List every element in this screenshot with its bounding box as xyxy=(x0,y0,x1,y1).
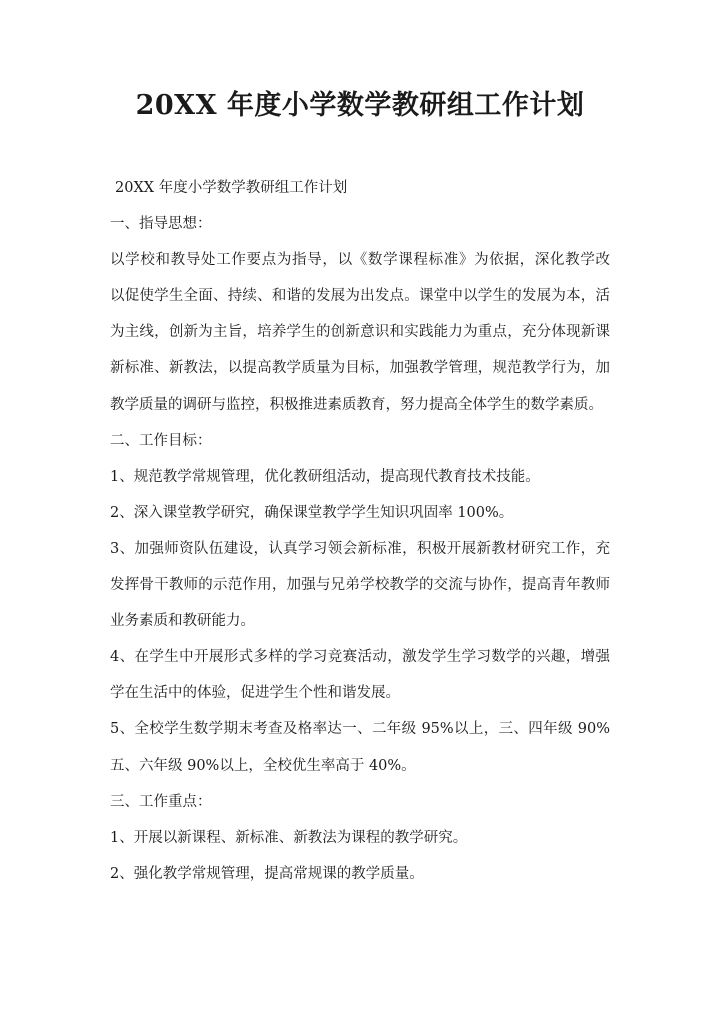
list-item: 3、加强师资队伍建设，认真学习领会新标准，积极开展新教材研究工作，充 xyxy=(110,540,610,557)
paragraph-line: 为主线，创新为主旨，培养学生的创新意识和实践能力为重点，充分体现新课 xyxy=(110,324,610,341)
section-heading: 三、工作重点： xyxy=(110,793,212,810)
subtitle-line: 20XX 年度小学数学教研组工作计划 xyxy=(115,180,348,196)
list-item: 5、全校学生数学期末考查及格率达一、二年级 95%以上，三、四年级 90% xyxy=(110,721,610,738)
document-body xyxy=(110,170,610,892)
list-item-continuation: 学在生活中的体验，促进学生个性和谐发展。 xyxy=(110,685,400,702)
list-item-continuation: 五、六年级 90%以上，全校优生率高于 40%。 xyxy=(110,757,416,774)
paragraph-line: 以促使学生全面、持续、和谐的发展为出发点。课堂中以学生的发展为本，活 xyxy=(110,288,610,305)
list-item: 2、强化教学常规管理，提高常规课的教学质量。 xyxy=(110,865,424,882)
paragraph-line: 教学质量的调研与监控，积极推进素质教育，努力提高全体学生的数学素质。 xyxy=(110,396,603,413)
list-item-continuation: 发挥骨干教师的示范作用，加强与兄弟学校教学的交流与协作，提高青年教师 xyxy=(110,577,610,594)
list-item-continuation: 业务素质和教研能力。 xyxy=(110,613,255,630)
document-title: 20XX 年度小学数学教研组工作计划 xyxy=(135,90,585,121)
list-item: 4、在学生中开展形式多样的学习竞赛活动，激发学生学习数学的兴趣，增强 xyxy=(110,649,610,666)
list-item: 1、开展以新课程、新标准、新教法为课程的教学研究。 xyxy=(110,829,468,846)
section-heading: 二、工作目标： xyxy=(110,432,212,449)
section-heading: 一、指导思想： xyxy=(110,216,212,233)
list-item: 1、规范教学常规管理，优化教研组活动，提高现代教育技术技能。 xyxy=(110,468,540,485)
list-item: 2、深入课堂教学研究，确保课堂教学学生知识巩固率 100%。 xyxy=(110,504,514,521)
paragraph-line: 以学校和教导处工作要点为指导，以《数学课程标准》为依据，深化教学改 xyxy=(110,252,610,269)
paragraph-line: 新标准、新教法，以提高教学质量为目标，加强教学管理，规范教学行为，加 xyxy=(110,360,610,377)
